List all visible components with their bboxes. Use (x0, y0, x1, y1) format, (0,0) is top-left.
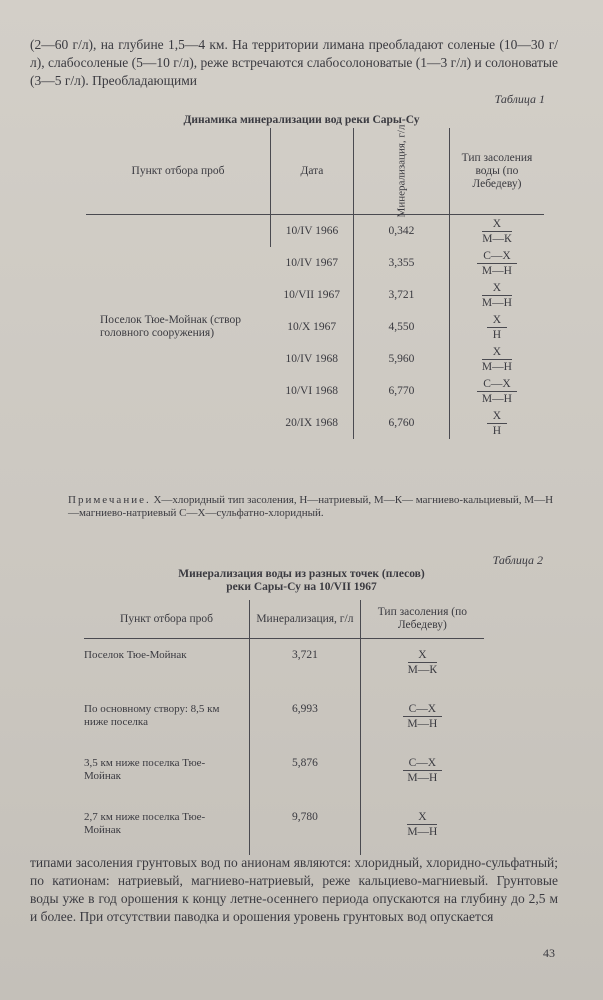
table1-header-mineralization-text: Минерализация, г/л (395, 124, 408, 217)
table2-type (360, 747, 484, 801)
table1-header-row (86, 128, 544, 215)
table1-value: 0,342 (353, 215, 449, 248)
type-denominator: М—К (482, 232, 512, 245)
table2-place: Поселок Тюе-Мойнак (84, 649, 187, 661)
type-numerator: X (482, 282, 512, 296)
paragraph-bottom: типами засоления грунтовых вод по анионам являются: хлоридный, хлоридно-сульфатный; по катионам: натриевый, магниево-натриевый, реже кальциево-магниевый. Грунтовые воды уже в год орошения к концу летне-осеннего периода опускаются на глубину до 2,5 м и более. При отсутствии паводка и орошения уровень грунтовых вод опускается (30, 855, 558, 924)
type-denominator: М—Н (407, 826, 438, 838)
table2 (84, 600, 484, 855)
table2-title-line2: реки Сары-Су на 10/VII 1967 (226, 581, 377, 593)
table1-header-place: Пункт отбора проб (86, 128, 271, 215)
type-denominator: Н (492, 328, 502, 341)
table2-title-line1: Минерализация воды из разных точек (плесов) (178, 568, 425, 580)
type-numerator: С—X (477, 378, 516, 392)
table1-place: Поселок Тюе-Мойнак (створ головного сооружения) (100, 314, 241, 339)
table2-place: По основному створу: 8,5 км ниже поселка (84, 703, 220, 728)
type-denominator: Н (492, 424, 502, 437)
table1-type (449, 375, 544, 407)
type-numerator: С—X (403, 703, 442, 717)
table1-note (68, 494, 558, 520)
table1-date: 10/IV 1967 (285, 257, 338, 269)
table2-label: Таблица 2 (492, 553, 543, 567)
table-row (84, 747, 484, 801)
type-numerator: X (487, 410, 507, 424)
type-numerator: X (408, 649, 437, 663)
table1-date: 20/IX 1968 (285, 417, 339, 429)
type-denominator: М—Н (407, 772, 438, 784)
table2-type (360, 639, 484, 694)
type-denominator: М—Н (481, 360, 512, 373)
table1-value: 6,760 (353, 407, 449, 439)
table2-value: 6,993 (250, 693, 361, 747)
table1-type (449, 279, 544, 311)
table2-header-type: Тип засоления (по Лебедеву) (360, 600, 484, 639)
table1-type (449, 407, 544, 439)
table1-type (449, 343, 544, 375)
table1-title: Динамика минерализации вод реки Сары-Су (183, 114, 420, 126)
table1-value: 6,770 (353, 375, 449, 407)
type-numerator: X (407, 811, 437, 825)
table2-header-place: Пункт отбора проб (84, 600, 250, 639)
table-row (86, 215, 544, 248)
table2-place: 3,5 км ниже поселка Тюе-Мойнак (84, 757, 206, 782)
table-row (84, 801, 484, 855)
table1-label: Таблица 1 (494, 92, 545, 106)
table1-date: 10/IV 1968 (285, 353, 338, 365)
type-denominator: М—Н (407, 718, 438, 730)
table1-date: 10/X 1967 (287, 321, 337, 333)
type-numerator: С—X (403, 757, 442, 771)
table2-place: 2,7 км ниже поселка Тюе-Мойнак (84, 811, 206, 836)
table2-type (360, 801, 484, 855)
table1-date: 10/VI 1968 (285, 385, 339, 397)
note-label: Примечание. (68, 494, 151, 506)
type-denominator: М—Н (481, 392, 512, 405)
note-text: Х—хлоридный тип засоления, Н—натриевый, М—К— магниево-кальциевый, М—Н—магниево-натриевый С—Х—сульфатно-хлоридный. (68, 494, 554, 519)
type-numerator: С—X (477, 250, 516, 264)
table1-value: 3,355 (353, 247, 449, 279)
type-numerator: X (482, 346, 512, 360)
table1-value: 4,550 (353, 311, 449, 343)
table-row (84, 693, 484, 747)
table1-value: 3,721 (353, 279, 449, 311)
table2-value: 3,721 (250, 639, 361, 694)
type-denominator: М—К (407, 664, 438, 676)
table2-value: 5,876 (250, 747, 361, 801)
table1-type (449, 247, 544, 279)
type-denominator: М—Н (481, 264, 512, 277)
table1-header-date: Дата (271, 128, 354, 215)
table1-type (449, 215, 544, 248)
table1-header-type: Тип засоления воды (по Лебедеву) (449, 128, 544, 215)
table2-type (360, 693, 484, 747)
table1-header-mineralization (353, 124, 449, 217)
type-numerator: X (487, 314, 507, 328)
page-number: 43 (543, 946, 555, 960)
paragraph-top: (2—60 г/л), на глубине 1,5—4 км. На территории лимана преобладают соленые (10—30 г/л), слабосоленые (5—10 г/л), реже встречаются слабосолоноватые (1—3 г/л) и солоноватые (3—5 г/л). Преобладающими (30, 37, 558, 88)
table1-date: 10/IV 1966 (271, 215, 354, 248)
table1-date: 10/VII 1967 (283, 289, 340, 301)
type-denominator: М—Н (481, 296, 512, 309)
table-row (84, 639, 484, 694)
table2-header-mineralization: Минерализация, г/л (250, 600, 361, 639)
table1-value: 5,960 (353, 343, 449, 375)
table1-type (449, 311, 544, 343)
type-numerator: X (482, 218, 511, 232)
table2-value: 9,780 (250, 801, 361, 855)
table2-header-row (84, 600, 484, 639)
table1 (86, 124, 544, 439)
